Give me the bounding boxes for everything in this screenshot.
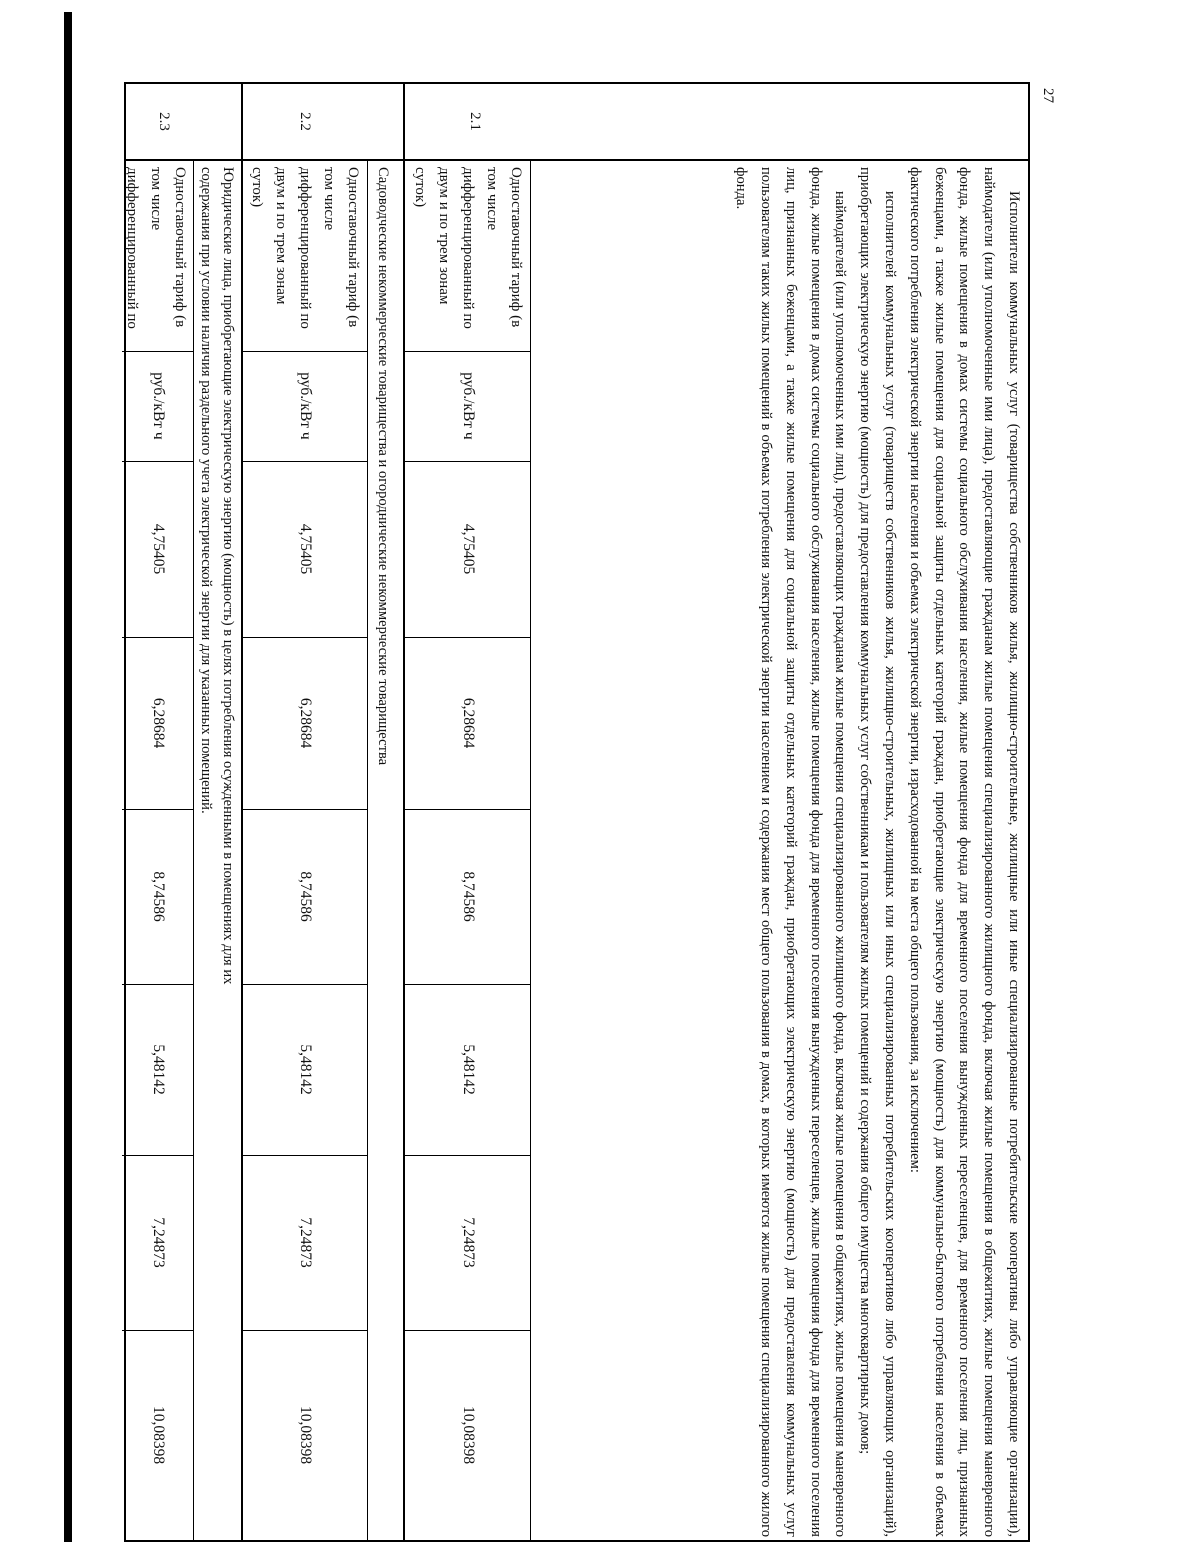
value-cell: 5,48142 xyxy=(297,1044,315,1095)
value-cell: 6,28684 xyxy=(150,697,167,749)
divider xyxy=(403,84,405,161)
value-cell: 5,48142 xyxy=(460,1044,477,1095)
value-cell: 5,48142 xyxy=(150,1044,167,1095)
value-cell: 10,08398 xyxy=(297,1405,315,1465)
unit-cell: руб./кВт ч xyxy=(150,372,167,440)
section-divider xyxy=(241,161,243,1540)
value-cell: 4,75405 xyxy=(460,523,477,575)
value-cell: 7,24873 xyxy=(460,1217,477,1268)
section-2-3-banner-line2: содержания при условии наличия раздельного учета электрической энергии для указанных помещений. xyxy=(198,167,214,814)
paragraph: наймодателей (или уполномоченных ими лиц), предоставляющих гражданам жилые помещения специализированного жилищного фонда, включая жилые помещения в общежитиях, жилые помещения маневренного фонда, жилые помещения в домах системы социального обслуживания населения, жилые помещения фонда для временного поселения вынужденных переселенцев, жилые помещения фонда для временного поселения лиц, признанных беженцами, а также жилые помещения для социальной защиты отдельных категорий граждан, приобретающих электрическую энергию (мощность) для предоставления коммунальных услуг пользователям таких жилых помещений в объемах потребления электрической энергии населением и содержания мест общего пользования в домах, в которых имеются жилые помещения специализированного жилого фонда. xyxy=(733,167,849,1537)
value-cell: 8,74586 xyxy=(150,871,167,922)
unit-cell: руб./кВт ч xyxy=(297,372,315,440)
value-cell: 7,24873 xyxy=(297,1217,315,1268)
value-cell: 4,75405 xyxy=(150,523,167,575)
tariff-label: Одноставочный тариф (в том числе дифференцированный по двум и по трем зонам суток) xyxy=(412,167,524,329)
section-number-2-2: 2.2 xyxy=(297,112,313,131)
divider xyxy=(241,84,243,161)
section-2-2-banner: Садоводческие некоммерческие товарищества и огороднические некоммерческие товарищества xyxy=(375,167,391,766)
tariff-label: Одноставочный тариф (в том числе дифференцированный по xyxy=(124,167,188,329)
page-number: 27 xyxy=(1040,88,1056,103)
paragraph: исполнителей коммунальных услуг (товариществ собственников жилья, жилищно-строительных, жилищных или иных специализированных потребительских кооперативов либо управляющих организаций), приобретающих электрическую энергию (мощность) для предоставления коммунальных услуг собственникам и пользователям жилых помещений и содержания общего имущества многоквартирных домов; xyxy=(857,167,899,1537)
row-number-column xyxy=(126,84,1028,161)
value-cell: 6,28684 xyxy=(460,697,477,749)
value-cell: 10,08398 xyxy=(460,1405,477,1465)
section-2-3-banner-line1: Юридические лица, приобретающие электрическую энергию (мощность) в целях потребления осужденными в помещениях для их xyxy=(220,167,236,985)
value-cell: 8,74586 xyxy=(460,871,477,922)
tariff-label: Одноставочный тариф (в том числе дифференцированный по двум и по трем зонам суток) xyxy=(249,167,361,329)
section-2-1-description xyxy=(728,167,1028,1537)
rotated-page xyxy=(120,82,1030,1547)
section-number-2-1: 2.1 xyxy=(467,112,483,131)
unit-cell: руб./кВт ч xyxy=(460,372,477,440)
value-cell: 10,08398 xyxy=(150,1405,167,1465)
value-cell: 7,24873 xyxy=(150,1217,167,1268)
table-body xyxy=(126,161,1028,1540)
tariff-table xyxy=(124,82,1030,1542)
section-number-2-3: 2.3 xyxy=(156,112,172,131)
value-cell: 6,28684 xyxy=(297,697,315,749)
value-cell: 4,75405 xyxy=(297,523,315,575)
value-cell: 8,74586 xyxy=(297,871,315,922)
paragraph: Исполнители коммунальных услуг (товарищества собственников жилья, жилищно-строительные, жилищные или иные специализированные потребительские кооперативы либо управляющие организации), наймодатели (или уполномоченные ими лица), предоставляющие гражданам жилые помещения специализированного жилищного фонда, включая жилые помещения в общежитиях, жилые помещения маневренного фонда, жилые помещения в домах системы социального обслуживания населения, жилые помещения фонда для временного поселения вынужденных переселенцев, для временного поселения лиц, признанных беженцами, а также жилые помещения для социальной защиты отдельных категорий граждан, приобретающие электрическую энергию (мощность) для коммунально-бытового потребления населения в объемах фактического потребления электрической энергии населения и объемах электрической энергии, израсходованной на места общего пользования, за исключением: xyxy=(906,167,1022,1537)
binding-edge xyxy=(64,12,72,1542)
section-divider xyxy=(403,161,405,1540)
